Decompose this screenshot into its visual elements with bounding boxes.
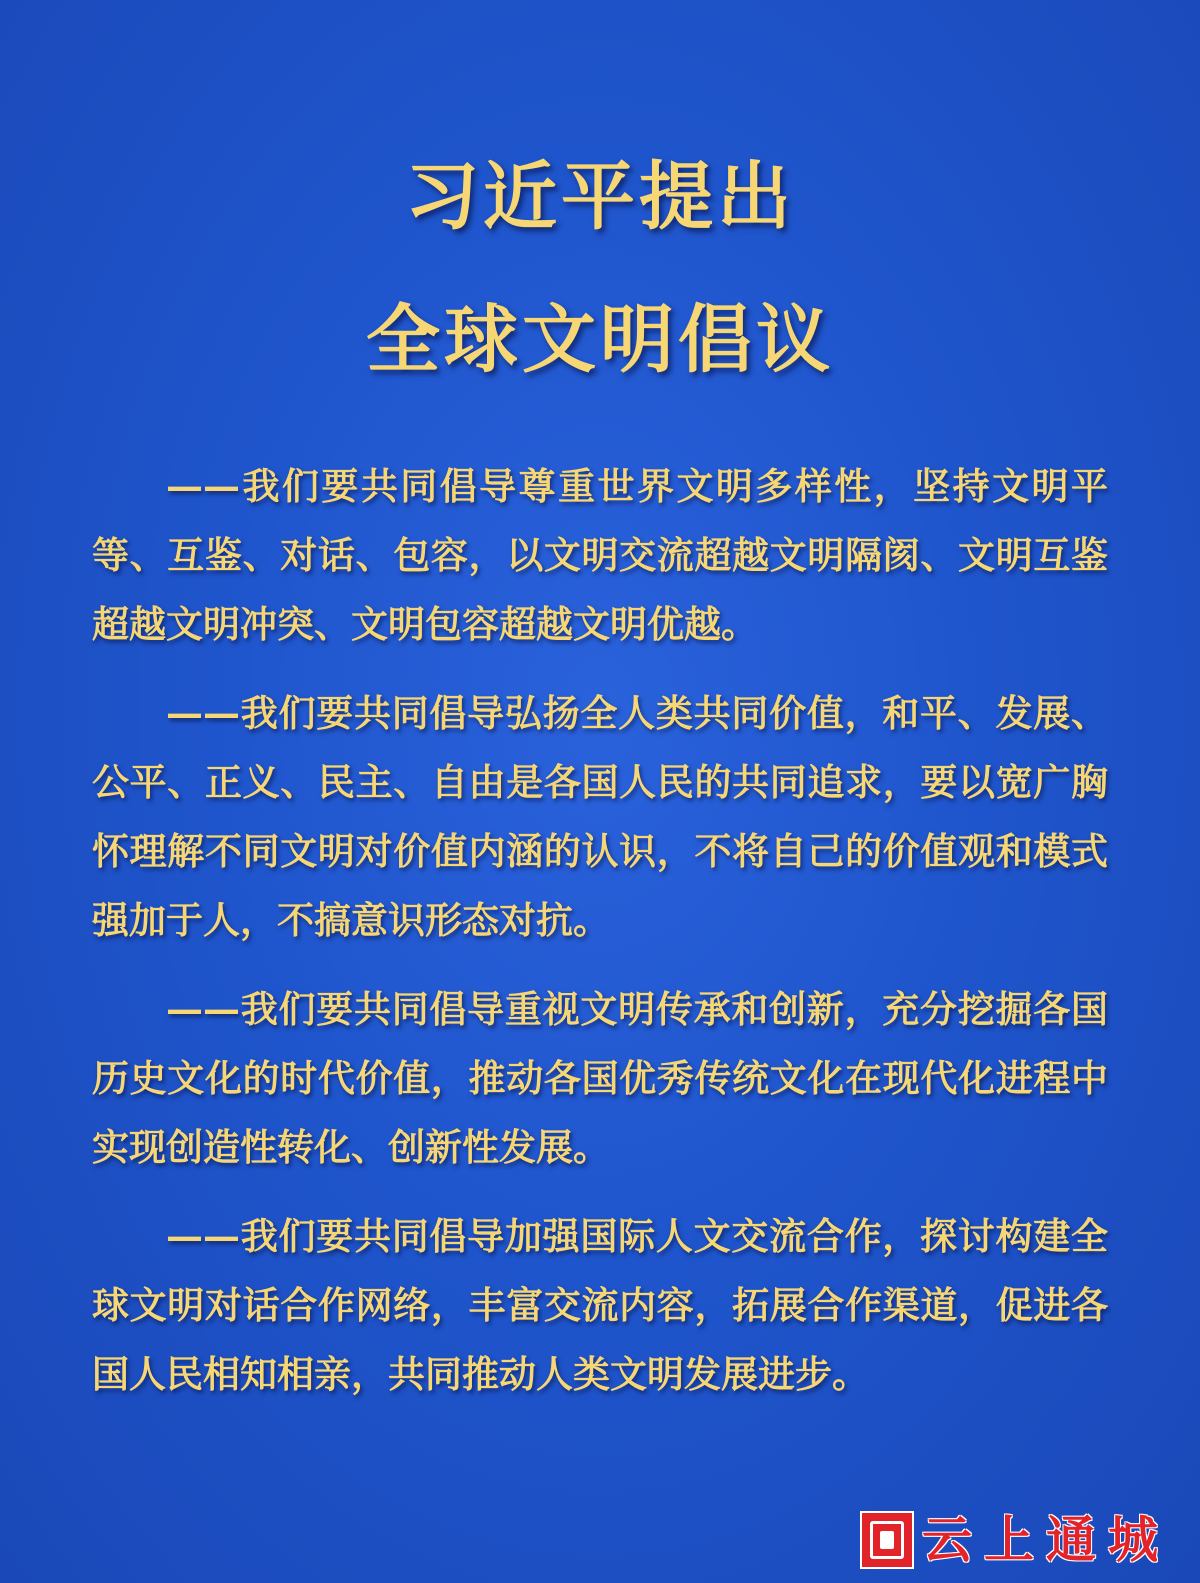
brand-logo (860, 1509, 1170, 1571)
title-line-1: 习近平提出 (405, 154, 795, 240)
paragraph-2: ——我们要共同倡导弘扬全人类共同价值，和平、发展、公平、正义、民主、自由是各国人民的共同追求，要以宽广胸怀理解不同文明对价值内涵的认识，不将自己的价值观和模式强加于人，不搞意识形态对抗。 (92, 691, 1108, 942)
body-text (92, 452, 1108, 1429)
seal-icon (860, 1511, 914, 1569)
paragraph-1: ——我们要共同倡导尊重世界文明多样性，坚持文明平等、互鉴、对话、包容，以文明交流超越文明隔阂、文明互鉴超越文明冲突、文明包容超越文明优越。 (92, 464, 1108, 646)
paragraph-3: ——我们要共同倡导重视文明传承和创新，充分挖掘各国历史文化的时代价值，推动各国优秀传统文化在现代化进程中实现创造性转化、创新性发展。 (92, 987, 1108, 1169)
logo-text: 云上通城 (922, 1510, 1170, 1569)
title-line-2: 全球文明倡议 (366, 297, 834, 383)
paragraph-4: ——我们要共同倡导加强国际人文交流合作，探讨构建全球文明对话合作网络，丰富交流内容，拓展合作渠道，促进各国人民相知相亲，共同推动人类文明发展进步。 (92, 1214, 1108, 1396)
